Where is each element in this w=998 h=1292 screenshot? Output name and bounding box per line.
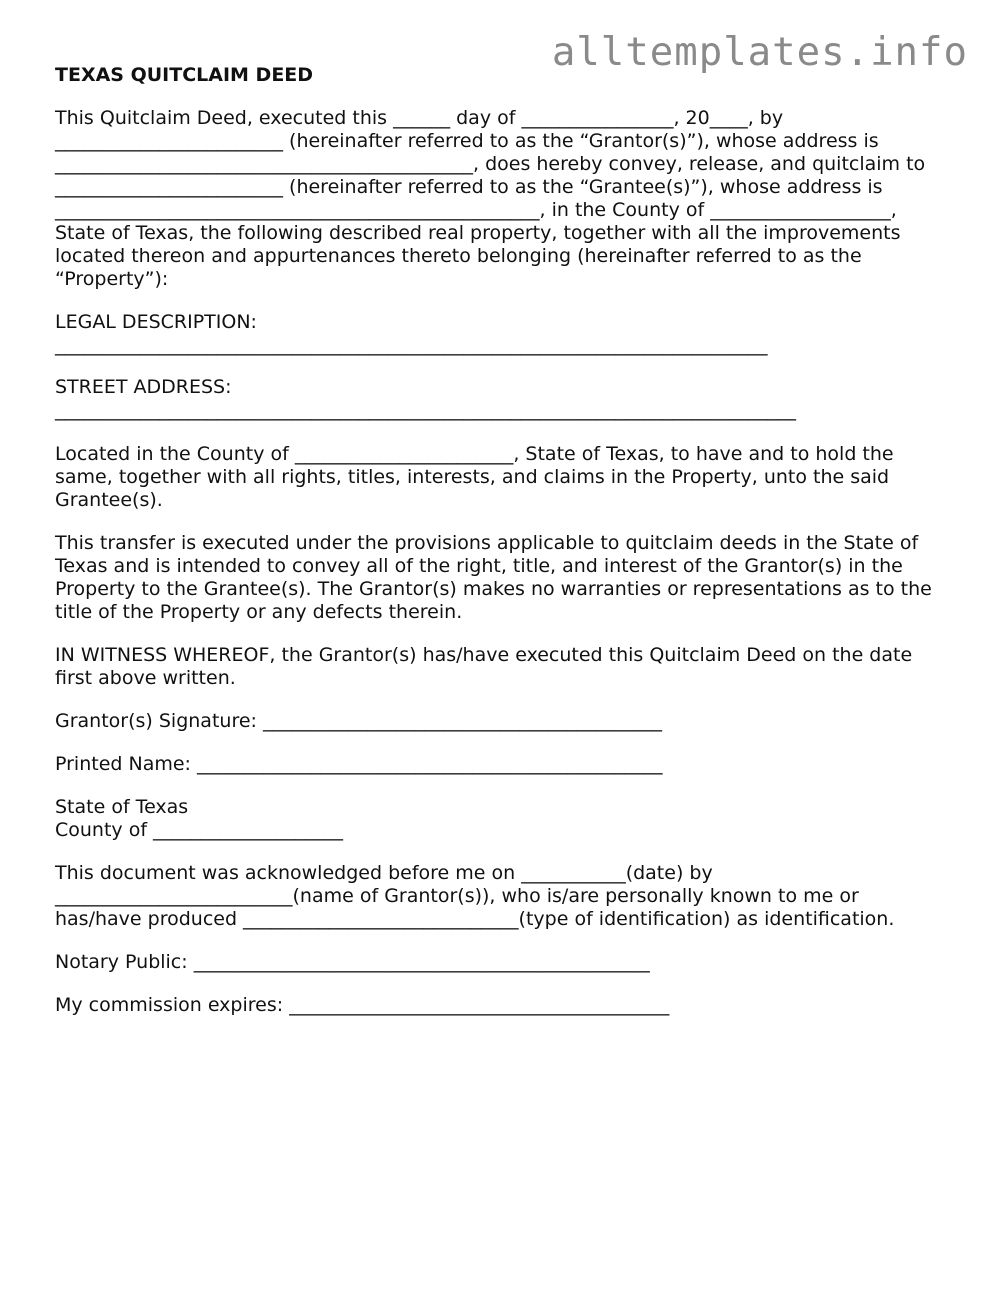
- acknowledgment-paragraph: This document was acknowledged before me on ___________(date) by _________________________(name of Grantor(s)), who is/are personally known to me or has/have produced _____________________________(type of identification) as identification.: [55, 862, 895, 930]
- county-paragraph: Located in the County of _______________________, State of Texas, to have and to hold the same, together with all rights, titles, interests, and claims in the Property, unto the said Grantee(s).: [55, 443, 894, 511]
- grantor-signature-line: Grantor(s) Signature: __________________________________________: [55, 710, 662, 732]
- legal-description-blank: ___________________________________________________________________________: [55, 334, 768, 356]
- commission-expires-line: My commission expires: ________________________________________: [55, 994, 670, 1016]
- watermark: alltemplates.info: [551, 30, 968, 75]
- county-line: County of ____________________: [55, 819, 344, 841]
- printed-name-line: Printed Name: _________________________________________________: [55, 753, 663, 775]
- intro-paragraph: This Quitclaim Deed, executed this ______ day of ________________, 20____, by ________________________ (hereinafter referred to as the “Grantor(s)”), whose address is ____________________________________________, does hereby convey, release, and quitclaim to ________________________ (hereinafter referred to as the “Grantee(s)”), whose address is ___________________________________________________, in the County of ___________________, State of Texas, the following described real property, together with all the improvements located thereon and appurtenances thereto belonging (hereinafter referred to as the “Property”):: [55, 107, 926, 290]
- notary-venue-section: [55, 796, 945, 842]
- transfer-paragraph: This transfer is executed under the provisions applicable to quitclaim deeds in the State of Texas and is intended to convey all of the right, title, and interest of the Grantor(s) in the Property to the Grantee(s). The Grantor(s) makes no warranties or representations as to the title of the Property or any defects therein.: [55, 532, 932, 623]
- street-address-section: [55, 376, 945, 422]
- street-address-label: STREET ADDRESS:: [55, 376, 232, 398]
- document-page: [55, 64, 945, 1037]
- street-address-blank: ______________________________________________________________________________: [55, 399, 796, 421]
- state-line: State of Texas: [55, 796, 189, 818]
- legal-description-section: [55, 311, 945, 357]
- witness-paragraph: IN WITNESS WHEREOF, the Grantor(s) has/have executed this Quitclaim Deed on the date first above written.: [55, 644, 913, 689]
- document-title: TEXAS QUITCLAIM DEED: [55, 64, 314, 86]
- notary-public-line: Notary Public: ________________________________________________: [55, 951, 650, 973]
- legal-description-label: LEGAL DESCRIPTION:: [55, 311, 257, 333]
